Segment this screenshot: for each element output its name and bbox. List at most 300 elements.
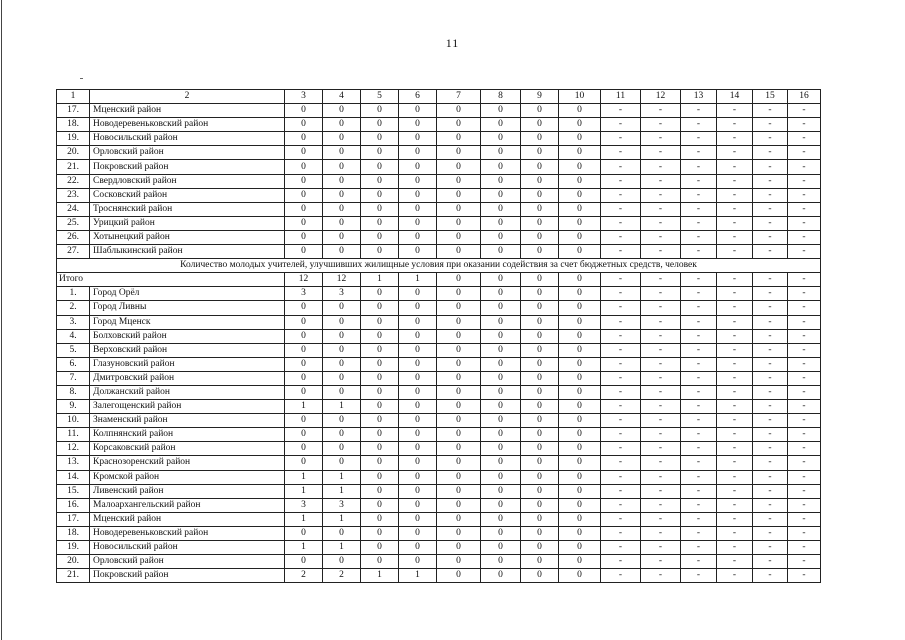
value-cell: - [717, 174, 753, 188]
table-row [57, 287, 821, 301]
value-cell: - [681, 301, 717, 315]
value-cell: 1 [361, 569, 399, 583]
value-cell: - [717, 371, 753, 385]
row-number: 22. [57, 174, 90, 188]
value-cell: - [641, 526, 681, 540]
row-number: 14. [57, 470, 90, 484]
value-cell: - [717, 202, 753, 216]
value-cell: - [601, 470, 641, 484]
value-cell: 0 [437, 371, 481, 385]
district-name: Новосильский район [90, 132, 285, 146]
value-cell: - [717, 498, 753, 512]
value-cell: 0 [437, 174, 481, 188]
value-cell: 0 [399, 343, 437, 357]
value-cell: 2 [323, 569, 361, 583]
value-cell: - [788, 301, 821, 315]
value-cell: 0 [559, 146, 601, 160]
value-cell: - [788, 512, 821, 526]
value-cell: - [641, 301, 681, 315]
value-cell: - [641, 414, 681, 428]
value-cell: - [681, 484, 717, 498]
value-cell: 0 [481, 160, 521, 174]
total-row [57, 273, 821, 287]
value-cell: - [788, 343, 821, 357]
row-number: 16. [57, 498, 90, 512]
value-cell: 0 [437, 385, 481, 399]
row-number: 5. [57, 343, 90, 357]
value-cell: - [681, 569, 717, 583]
value-cell: 0 [437, 329, 481, 343]
value-cell: - [788, 188, 821, 202]
data-table [56, 89, 821, 583]
table-row [57, 146, 821, 160]
value-cell: 0 [437, 541, 481, 555]
column-number-cell: 9 [521, 90, 559, 104]
value-cell: 0 [437, 555, 481, 569]
value-cell: 0 [285, 414, 323, 428]
table-row [57, 414, 821, 428]
value-cell: 0 [437, 470, 481, 484]
value-cell: - [681, 470, 717, 484]
value-cell: 0 [285, 456, 323, 470]
district-name: Болховский район [90, 329, 285, 343]
total-value-cell: - [641, 273, 681, 287]
value-cell: 0 [481, 132, 521, 146]
total-label: Итого [57, 273, 285, 287]
value-cell: 0 [521, 202, 559, 216]
value-cell: 3 [285, 287, 323, 301]
value-cell: - [753, 188, 788, 202]
value-cell: - [681, 160, 717, 174]
value-cell: 0 [481, 315, 521, 329]
table-row [57, 202, 821, 216]
district-name: Знаменский район [90, 414, 285, 428]
value-cell: 0 [521, 174, 559, 188]
value-cell: - [601, 216, 641, 230]
value-cell: - [717, 329, 753, 343]
district-name: Должанский район [90, 385, 285, 399]
value-cell: - [788, 442, 821, 456]
value-cell: - [641, 484, 681, 498]
value-cell: - [753, 512, 788, 526]
value-cell: - [788, 569, 821, 583]
table-row [57, 329, 821, 343]
value-cell: - [601, 442, 641, 456]
value-cell: - [753, 104, 788, 118]
district-name: Город Ливны [90, 301, 285, 315]
value-cell: 0 [399, 470, 437, 484]
value-cell: - [788, 104, 821, 118]
value-cell: - [753, 526, 788, 540]
value-cell: - [788, 315, 821, 329]
value-cell: 0 [361, 357, 399, 371]
value-cell: 0 [481, 400, 521, 414]
value-cell: 0 [521, 442, 559, 456]
value-cell: - [788, 541, 821, 555]
row-number: 19. [57, 541, 90, 555]
value-cell: - [681, 512, 717, 526]
value-cell: - [601, 555, 641, 569]
value-cell: 0 [559, 526, 601, 540]
value-cell: - [717, 569, 753, 583]
table-row [57, 343, 821, 357]
table-row [57, 174, 821, 188]
value-cell: 0 [481, 343, 521, 357]
value-cell: 0 [521, 118, 559, 132]
total-value-cell: 1 [361, 273, 399, 287]
value-cell: 0 [285, 315, 323, 329]
value-cell: - [717, 428, 753, 442]
value-cell: 0 [521, 357, 559, 371]
table-row [57, 470, 821, 484]
district-name: Орловский район [90, 146, 285, 160]
table-row [57, 428, 821, 442]
value-cell: 0 [437, 230, 481, 244]
value-cell: - [601, 160, 641, 174]
value-cell: - [788, 400, 821, 414]
value-cell: - [788, 230, 821, 244]
value-cell: 0 [521, 245, 559, 259]
value-cell: 0 [399, 216, 437, 230]
value-cell: 0 [361, 118, 399, 132]
value-cell: 0 [437, 414, 481, 428]
value-cell: - [641, 357, 681, 371]
value-cell: 0 [323, 428, 361, 442]
table-row [57, 512, 821, 526]
value-cell: - [753, 146, 788, 160]
value-cell: 0 [481, 104, 521, 118]
value-cell: 0 [399, 146, 437, 160]
value-cell: 0 [559, 287, 601, 301]
value-cell: - [601, 526, 641, 540]
value-cell: 0 [559, 484, 601, 498]
value-cell: - [717, 555, 753, 569]
value-cell: 0 [399, 104, 437, 118]
table-row [57, 456, 821, 470]
table-row [57, 555, 821, 569]
row-number: 2. [57, 301, 90, 315]
value-cell: - [641, 498, 681, 512]
district-name: Малоархангельский район [90, 498, 285, 512]
value-cell: 0 [323, 104, 361, 118]
row-number: 17. [57, 104, 90, 118]
value-cell: - [601, 484, 641, 498]
table-row [57, 301, 821, 315]
value-cell: - [788, 329, 821, 343]
value-cell: - [753, 400, 788, 414]
row-number: 27. [57, 245, 90, 259]
value-cell: 0 [399, 357, 437, 371]
value-cell: - [717, 442, 753, 456]
row-number: 4. [57, 329, 90, 343]
row-number: 8. [57, 385, 90, 399]
value-cell: 0 [481, 118, 521, 132]
row-number: 18. [57, 526, 90, 540]
value-cell: 0 [437, 146, 481, 160]
row-number: 13. [57, 456, 90, 470]
value-cell: 0 [399, 132, 437, 146]
column-number-cell: 16 [788, 90, 821, 104]
value-cell: - [753, 315, 788, 329]
value-cell: - [601, 456, 641, 470]
value-cell: 0 [481, 146, 521, 160]
value-cell: - [641, 216, 681, 230]
value-cell: - [717, 188, 753, 202]
value-cell: 0 [559, 385, 601, 399]
district-name: Орловский район [90, 555, 285, 569]
value-cell: 0 [559, 301, 601, 315]
value-cell: 0 [559, 104, 601, 118]
value-cell: - [681, 442, 717, 456]
district-name: Город Орёл [90, 287, 285, 301]
value-cell: - [717, 343, 753, 357]
value-cell: 0 [361, 385, 399, 399]
value-cell: 0 [323, 188, 361, 202]
value-cell: - [601, 188, 641, 202]
value-cell: - [717, 400, 753, 414]
row-number: 23. [57, 188, 90, 202]
value-cell: 1 [323, 484, 361, 498]
value-cell: 0 [559, 357, 601, 371]
value-cell: 0 [481, 174, 521, 188]
value-cell: - [601, 371, 641, 385]
total-value-cell: - [601, 273, 641, 287]
value-cell: 0 [559, 512, 601, 526]
table-row [57, 104, 821, 118]
value-cell: 0 [481, 456, 521, 470]
value-cell: - [717, 385, 753, 399]
value-cell: - [641, 118, 681, 132]
district-name: Ливенский район [90, 484, 285, 498]
value-cell: 0 [399, 484, 437, 498]
column-number-cell: 1 [57, 90, 90, 104]
value-cell: 0 [285, 160, 323, 174]
value-cell: - [717, 118, 753, 132]
value-cell: 0 [285, 428, 323, 442]
value-cell: 0 [521, 104, 559, 118]
value-cell: 0 [559, 498, 601, 512]
value-cell: - [717, 315, 753, 329]
value-cell: 0 [399, 118, 437, 132]
value-cell: - [788, 428, 821, 442]
value-cell: - [641, 371, 681, 385]
value-cell: - [601, 315, 641, 329]
value-cell: 0 [285, 329, 323, 343]
value-cell: - [641, 245, 681, 259]
value-cell: 1 [323, 541, 361, 555]
value-cell: 0 [437, 118, 481, 132]
value-cell: 0 [323, 343, 361, 357]
value-cell: 0 [323, 216, 361, 230]
table-row [57, 442, 821, 456]
value-cell: - [788, 385, 821, 399]
value-cell: - [753, 287, 788, 301]
value-cell: - [753, 216, 788, 230]
value-cell: - [601, 174, 641, 188]
value-cell: 0 [361, 132, 399, 146]
value-cell: - [788, 498, 821, 512]
value-cell: 0 [437, 287, 481, 301]
value-cell: 0 [559, 400, 601, 414]
value-cell: 0 [521, 512, 559, 526]
value-cell: 0 [323, 146, 361, 160]
value-cell: 0 [399, 414, 437, 428]
value-cell: 0 [521, 385, 559, 399]
value-cell: 0 [361, 188, 399, 202]
value-cell: 0 [361, 428, 399, 442]
value-cell: 2 [285, 569, 323, 583]
value-cell: 0 [521, 498, 559, 512]
value-cell: 1 [323, 470, 361, 484]
value-cell: - [788, 555, 821, 569]
value-cell: - [681, 385, 717, 399]
value-cell: - [753, 245, 788, 259]
row-number: 20. [57, 146, 90, 160]
value-cell: - [601, 104, 641, 118]
value-cell: 0 [323, 160, 361, 174]
value-cell: 0 [481, 230, 521, 244]
page-number: 11 [445, 36, 460, 50]
value-cell: - [717, 414, 753, 428]
value-cell: 0 [399, 371, 437, 385]
value-cell: 0 [399, 202, 437, 216]
value-cell: - [753, 442, 788, 456]
district-name: Залегощенский район [90, 400, 285, 414]
value-cell: - [681, 357, 717, 371]
value-cell: 1 [285, 512, 323, 526]
table-row [57, 400, 821, 414]
district-name: Сосковский район [90, 188, 285, 202]
value-cell: 0 [437, 188, 481, 202]
row-number: 26. [57, 230, 90, 244]
scan-mark [80, 78, 83, 79]
table-row [57, 245, 821, 259]
value-cell: - [641, 541, 681, 555]
value-cell: 0 [399, 442, 437, 456]
value-cell: 0 [481, 371, 521, 385]
value-cell: 0 [559, 442, 601, 456]
value-cell: - [641, 456, 681, 470]
total-value-cell: 0 [521, 273, 559, 287]
value-cell: 0 [285, 371, 323, 385]
value-cell: 0 [437, 245, 481, 259]
value-cell: 0 [437, 512, 481, 526]
value-cell: - [717, 245, 753, 259]
value-cell: - [601, 132, 641, 146]
value-cell: 0 [361, 202, 399, 216]
value-cell: 0 [521, 569, 559, 583]
row-number: 12. [57, 442, 90, 456]
value-cell: - [641, 174, 681, 188]
table-row [57, 385, 821, 399]
value-cell: 0 [323, 385, 361, 399]
value-cell: 0 [481, 512, 521, 526]
value-cell: 0 [285, 174, 323, 188]
value-cell: 0 [481, 301, 521, 315]
value-cell: - [681, 104, 717, 118]
value-cell: 0 [285, 442, 323, 456]
value-cell: - [681, 456, 717, 470]
row-number: 3. [57, 315, 90, 329]
value-cell: - [717, 301, 753, 315]
row-number: 11. [57, 428, 90, 442]
value-cell: 1 [323, 400, 361, 414]
value-cell: 0 [323, 202, 361, 216]
value-cell: 0 [285, 146, 323, 160]
value-cell: 0 [285, 188, 323, 202]
value-cell: 0 [521, 188, 559, 202]
row-number: 18. [57, 118, 90, 132]
value-cell: 0 [361, 456, 399, 470]
value-cell: 0 [521, 230, 559, 244]
value-cell: 0 [361, 414, 399, 428]
value-cell: 0 [481, 498, 521, 512]
total-value-cell: - [681, 273, 717, 287]
value-cell: - [717, 512, 753, 526]
value-cell: - [641, 132, 681, 146]
value-cell: - [788, 371, 821, 385]
value-cell: 0 [323, 329, 361, 343]
value-cell: 1 [285, 470, 323, 484]
value-cell: - [753, 484, 788, 498]
value-cell: - [681, 188, 717, 202]
total-value-cell: 1 [399, 273, 437, 287]
value-cell: - [681, 118, 717, 132]
value-cell: 0 [521, 216, 559, 230]
column-number-cell: 8 [481, 90, 521, 104]
section-title: Количество молодых учителей, улучшивших жилищные условия при оказании содействия за счет бюджетных средств, человек [57, 259, 821, 273]
value-cell: - [601, 301, 641, 315]
value-cell: 0 [559, 371, 601, 385]
value-cell: - [641, 315, 681, 329]
value-cell: 0 [323, 555, 361, 569]
value-cell: - [641, 512, 681, 526]
value-cell: 0 [437, 301, 481, 315]
total-value-cell: - [788, 273, 821, 287]
table-row [57, 230, 821, 244]
value-cell: 0 [559, 456, 601, 470]
value-cell: 0 [437, 315, 481, 329]
value-cell: 0 [361, 470, 399, 484]
value-cell: 0 [361, 512, 399, 526]
value-cell: 0 [481, 470, 521, 484]
column-number-cell: 5 [361, 90, 399, 104]
value-cell: 0 [437, 132, 481, 146]
value-cell: - [788, 174, 821, 188]
value-cell: - [681, 414, 717, 428]
value-cell: 0 [285, 230, 323, 244]
value-cell: 0 [481, 555, 521, 569]
value-cell: 0 [399, 245, 437, 259]
value-cell: 0 [285, 385, 323, 399]
value-cell: 3 [323, 498, 361, 512]
value-cell: - [681, 245, 717, 259]
value-cell: 0 [521, 132, 559, 146]
value-cell: 0 [481, 287, 521, 301]
value-cell: 0 [399, 512, 437, 526]
value-cell: 0 [559, 315, 601, 329]
table-row [57, 132, 821, 146]
value-cell: - [717, 526, 753, 540]
value-cell: 0 [481, 442, 521, 456]
total-value-cell: - [753, 273, 788, 287]
value-cell: 0 [481, 385, 521, 399]
value-cell: 0 [323, 371, 361, 385]
value-cell: 0 [521, 541, 559, 555]
value-cell: - [717, 456, 753, 470]
value-cell: 0 [437, 160, 481, 174]
value-cell: 0 [481, 202, 521, 216]
